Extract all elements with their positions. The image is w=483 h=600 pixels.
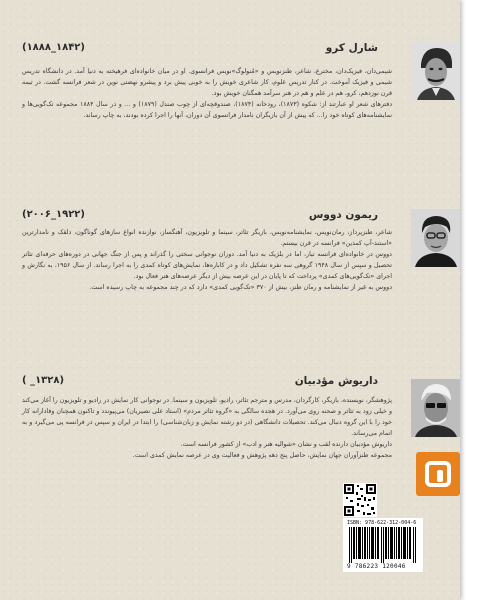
bio-paragraph: شاعر، طنزپرداز، رمان‌نویس، نمایشنامه‌نویس، بازیگر تئاتر، سینما و تلویزیون، آهنگساز، نوازنده انواع سازهای گوناگون، دلقک و نامدارترین «استند-آپ کمدین» فرانسه در قرن بیستم. [22, 229, 392, 247]
bio-paragraph: دووس در خانواده‌ای فرانسه تبار، اما در بلژیک به دنیا آمد. دوران نوجوانی سختی را گذراند و پس از جنگ جهانی در دوره‌های حرفه‌ای تئاتر تحصیل و سپس از سال ۱۹۴۸ گروهی سه نفره تشکیل داد و در کاباره‌ها، نمایش‌های کوتاه کمدی را به اجرا رساند. از سال ۱۹۵۶، به نگارش و اجرای «تک‌گویی‌های کمدی» پرداخت که تا پایان در این عرصه بیش از دیگر عرصه‌های هنر فعال بود. [22, 251, 392, 280]
bio-paragraph: پژوهشگر، نویسنده، بازیگر، کارگردان، مدرس و مترجم تئاتر، رادیو، تلویزیون و سینما. در نوجوانی کار نمایش در رادیو و تلویزیون را آغاز می‌کند و خیلی زود به تئاتر و صحنه روی می‌آورد. در هجده سالگی به «گروه تئاتر مردم» (استاد علی نصیریان) می‌پیوندد و تاکنون همچنان وفادارانه کار خود را با این گروه دنبال می‌کند. تحصیلات دانشگاهی (در دو رشته نمایش و زبان‌شناسی) را ابتدا در ایران و سپس در فرانسه پی می‌گیرد و به اتمام می‌رساند. [22, 397, 392, 437]
logo-mark [425, 461, 451, 487]
portrait-photo [411, 379, 460, 437]
bio-paragraph: شیمی‌دان، فیزیک‌دان، مخترع، شاعر، طنزنویس و «مُنولوگ»‌نویس فرانسوی. او در میان خانواده‌ای فرهیخته به دنیا آمد. در دانشگاه تدریس شیمی و فیزیک آموخت. در کنار تدریس علوم، کار شاعری خویش را به خوبی پیش برد و پیشرو نهضتی نوین در شعر فرانسه گشت. در تیمه قرن نوزدهم، کرو، هم در علم و هم در هنر سرآمد همگنان خویش بود. [22, 68, 392, 97]
author-dates: (۱۸۴۲_۱۸۸۸) [22, 42, 85, 53]
bio-paragraph: مجموعه طنزآوران جهان نمایش، حاصل پنج دهه پژوهش و فعالیت وی در عرصه نمایش کمدی است. [132, 452, 392, 459]
author-dates: (۱۳۲۸_ ) [22, 375, 65, 386]
author-name: شارل کرو [325, 42, 378, 54]
author-bio [22, 227, 392, 293]
author-name: داریوش مؤدبیان [294, 375, 378, 387]
barcode-number: 9 786223 120046 [347, 563, 406, 570]
author-bio [22, 66, 392, 121]
logo-inner-shape [437, 470, 443, 482]
qr-code-icon [343, 483, 377, 517]
author-heading [22, 375, 412, 391]
portrait-photo [411, 42, 460, 100]
author-heading [22, 42, 412, 58]
author-name: ریمون دووس [308, 209, 378, 221]
author-dates: (۱۹۲۲_۲۰۰۶) [22, 209, 85, 220]
isbn-barcode [343, 518, 423, 572]
bio-paragraph: دفترهای شعر او عبارتند از: شکوه (۱۸۷۳)، رودخانه (۱۸۷۴)، صندوقچه‌ای از چوب صندل (۱۸۷۹) و ... و در سال ۱۸۸۴ مجموعه تک‌گویی‌ها و نمایشنامه‌های کوتاه خود را... که پیش از آن بازیگران نامدار فرانسوی آن دوران، آنها را اجرا کرده بودند، به چاپ رساند. [22, 101, 393, 119]
author-bio [22, 395, 392, 461]
barcode-icon [349, 527, 417, 563]
author-heading [22, 209, 412, 225]
publisher-logo-icon [416, 452, 460, 496]
portrait-photo [411, 209, 460, 267]
bio-paragraph: دووس به غیر از نمایشنامه و رمان طنز، بیش از ۳۷۰ «تک‌گویی کمدی» دارد که در چند مجموعه به چاپ رسیده است. [89, 284, 392, 291]
isbn-label: ISBN: 978-622-312-004-6 [347, 520, 417, 526]
bio-paragraph: داریوش مؤدبیان دارنده لقب و نشان «شوالیه هنر و ادب» از کشور فرانسه است. [180, 441, 392, 448]
